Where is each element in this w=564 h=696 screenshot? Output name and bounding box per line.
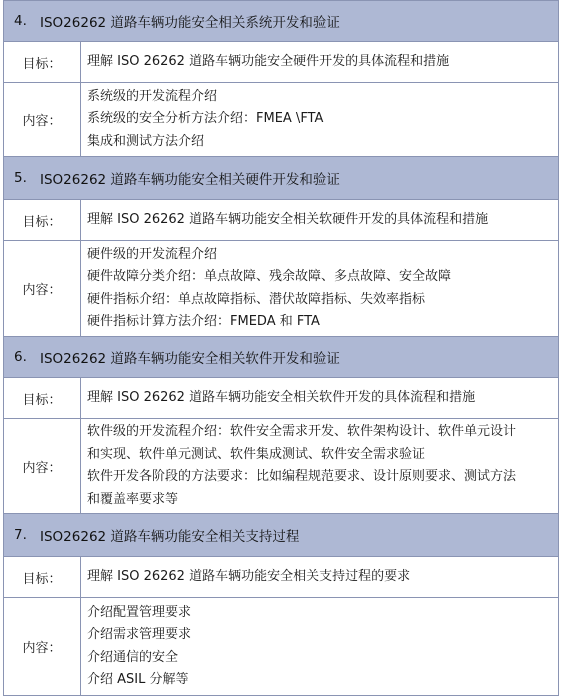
content-row <box>4 419 558 513</box>
content-line: 和实现、软件单元测试、软件集成测试、软件安全需求验证 <box>87 446 426 462</box>
section-4 <box>3 0 559 156</box>
section-title: ISO26262 道路车辆功能安全相关支持过程 <box>40 529 300 545</box>
content-line: 硬件指标介绍：单点故障指标、潜伏故障指标、失效率指标 <box>87 291 426 307</box>
section-5 <box>3 156 559 336</box>
goal-label: 目标： <box>4 557 81 597</box>
course-outline-table <box>3 0 559 696</box>
content-label: 内容： <box>4 83 81 156</box>
goal-text: 理解 ISO 26262 道路车辆功能安全相关软硬件开发的具体流程和措施 <box>87 211 489 227</box>
section-number: 6. <box>14 349 27 365</box>
content-row <box>4 241 558 336</box>
content-row <box>4 83 558 156</box>
content-line: 集成和测试方法介绍 <box>87 133 205 149</box>
section-title: ISO26262 道路车辆功能安全相关系统开发和验证 <box>40 15 340 31</box>
section-title: ISO26262 道路车辆功能安全相关硬件开发和验证 <box>40 172 340 188</box>
goal-text: 理解 ISO 26262 道路车辆功能安全相关软件开发的具体流程和措施 <box>87 389 476 405</box>
content-label: 内容： <box>4 598 81 695</box>
section-number: 4. <box>14 13 27 29</box>
content-line: 硬件指标计算方法介绍：FMEDA 和 FTA <box>87 314 320 329</box>
content-label: 内容： <box>4 241 81 336</box>
goal-label: 目标： <box>4 200 81 240</box>
goal-label: 目标： <box>4 378 81 418</box>
section-6 <box>3 336 559 513</box>
content-line: 硬件故障分类介绍：单点故障、残余故障、多点故障、安全故障 <box>87 269 452 284</box>
goal-row <box>4 378 558 419</box>
section-header <box>4 514 558 557</box>
section-header <box>4 337 558 378</box>
content-line: 介绍配置管理要求 <box>87 604 192 620</box>
goal-text: 理解 ISO 26262 道路车辆功能安全硬件开发的具体流程和措施 <box>87 53 450 69</box>
content-line: 软件级的开发流程介绍：软件安全需求开发、软件架构设计、软件单元设计 <box>87 424 517 439</box>
content-line: 系统级的安全分析方法介绍：FMEA \FTA <box>87 111 324 127</box>
section-header <box>4 157 558 200</box>
content-line: 系统级的开发流程介绍 <box>87 88 218 104</box>
goal-text: 理解 ISO 26262 道路车辆功能安全相关支持过程的要求 <box>87 568 411 584</box>
section-7 <box>3 513 559 696</box>
goal-row <box>4 200 558 241</box>
goal-label: 目标： <box>4 42 81 82</box>
content-line: 介绍 ASIL 分解等 <box>87 672 189 687</box>
goal-row <box>4 42 558 83</box>
content-line: 软件开发各阶段的方法要求：比如编程规范要求、设计原则要求、测试方法 <box>87 469 517 484</box>
section-title: ISO26262 道路车辆功能安全相关软件开发和验证 <box>40 351 340 367</box>
content-label: 内容： <box>4 419 81 513</box>
goal-row <box>4 557 558 598</box>
content-line: 介绍需求管理要求 <box>87 627 192 642</box>
content-row <box>4 598 558 695</box>
section-number: 5. <box>14 170 27 186</box>
content-line: 硬件级的开发流程介绍 <box>87 246 218 262</box>
content-line: 和覆盖率要求等 <box>87 491 179 507</box>
section-header <box>4 1 558 42</box>
content-line: 介绍通信的安全 <box>87 649 179 665</box>
section-number: 7. <box>14 527 27 543</box>
